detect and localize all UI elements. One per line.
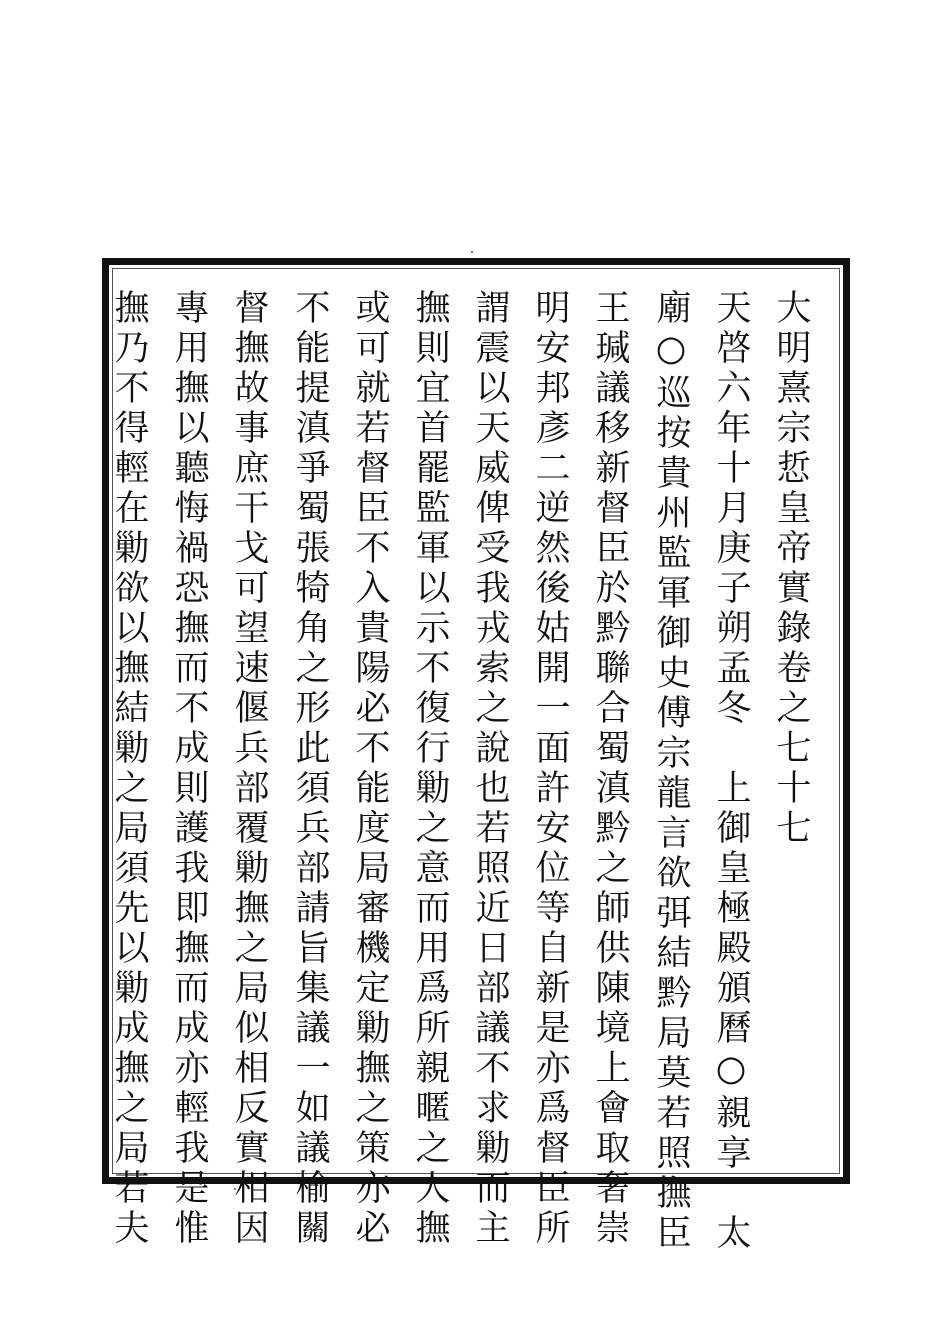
text-column: 專用撫以聽悔禍恐撫而不成則護我即撫而成亦輕我是惟 xyxy=(169,289,209,1249)
text-column: 撫乃不得輕在勦欲以撫結勦之局須先以勦成撫之局若夫 xyxy=(109,289,149,1249)
text-column: 督撫故事庶干戈可望速偃兵部覆勦撫之局似相反實相因 xyxy=(229,289,269,1249)
text-column: 明安邦彥二逆然後姑開一面許安位等自新是亦爲督臣所 xyxy=(530,289,570,1249)
text-column: 謂震以天威俾受我戎索之說也若照近日部議不求勦而主 xyxy=(470,289,510,1249)
text-column: 撫則宜首罷監軍以示不復行勦之意而用爲所親暱之人撫 xyxy=(410,289,450,1249)
text-column: 廟○巡按貴州監軍御史傅宗龍言欲弭結黔局莫若照撫臣 xyxy=(651,289,691,1254)
text-column: 天啓六年十月庚子朔孟冬 上御皇極殿頒曆○親享 太 xyxy=(711,289,751,1254)
title-column: 大明熹宗悊皇帝實錄卷之七十七 xyxy=(771,289,811,849)
page-border xyxy=(102,258,850,1254)
scan-speck xyxy=(471,251,473,253)
text-block xyxy=(109,265,843,1254)
text-column: 不能提滇爭蜀張犄角之形此須兵部請旨集議一如議榆關 xyxy=(290,289,330,1249)
text-column: 王瑊議移新督臣於黔聯合蜀滇黔之師供陳境上會取奢崇 xyxy=(590,289,630,1249)
text-column: 或可就若督臣不入貴陽必不能度局審機定勦撫之策亦必 xyxy=(350,289,390,1249)
